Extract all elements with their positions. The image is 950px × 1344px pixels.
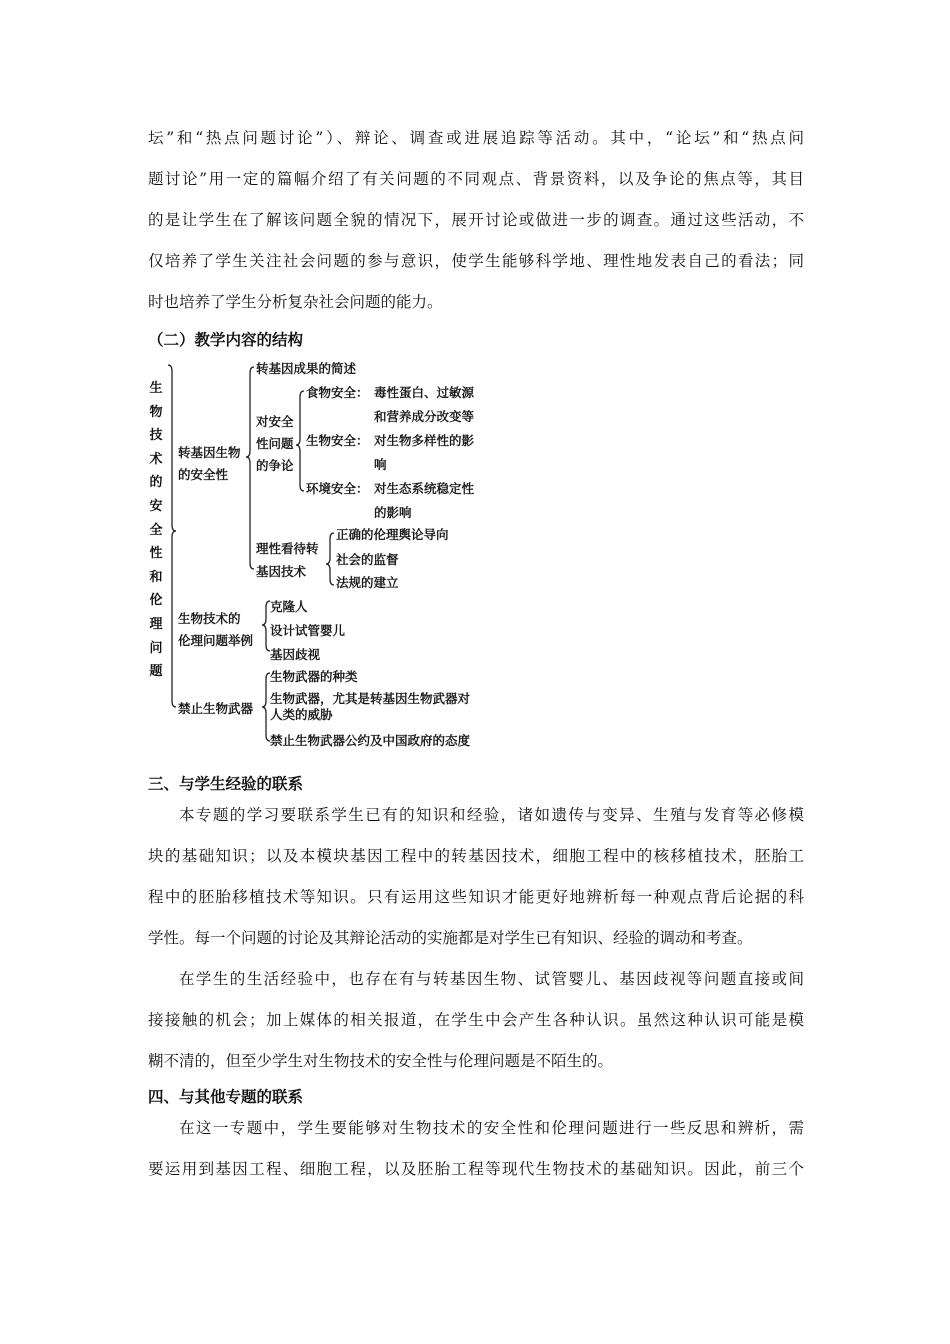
text-line: 在这一专题中，学生要能够对生物技术的安全性和伦理问题进行一些反思和辨析，需 <box>179 1119 804 1137</box>
student-experience-paragraph <box>148 795 804 959</box>
transgenic-achievements-node: 转基因成果的简述 <box>256 361 357 376</box>
rational-item: 法规的建立 <box>336 575 399 590</box>
life-experience-paragraph <box>148 959 804 1082</box>
text-line: 坛”和“热点问题讨论”）、辩论、调查或进展追踪等活动。其中，“论坛”和“热点问 <box>148 129 804 147</box>
text-line: 在学生的生活经验中，也存在有与转基因生物、试管婴儿、基因歧视等问题直接或间 <box>179 970 804 988</box>
ethics-example-item: 设计试管婴儿 <box>270 623 346 638</box>
rational-view-label: 理性看待转 基因技术 <box>256 541 319 579</box>
other-topics-paragraph <box>148 1108 804 1190</box>
text-line: 时也培养了学生分析复杂社会问题的能力。 <box>148 293 443 311</box>
food-safety-label: 食物安全： <box>306 385 369 400</box>
intro-paragraph <box>148 118 804 323</box>
ethics-example-item: 基因歧视 <box>270 647 321 662</box>
bio-safety-label: 生物安全： <box>306 433 369 448</box>
text-line: 程中的胚胎移植技术等知识。只有运用这些知识才能更好地辨析每一种观点背后论据的科 <box>148 888 804 906</box>
section-heading-other-topics: 四、与其他专题的联系 <box>148 1088 304 1106</box>
branch-transgenic-safety-label: 转基因生物 的安全性 <box>178 445 241 482</box>
rational-item: 社会的监督 <box>336 552 399 567</box>
text-line: 要运用到基因工程、细胞工程，以及胚胎工程等现代生物技术的基础知识。因此，前三个 <box>148 1160 804 1178</box>
bioweapons-item: 生物武器的种类 <box>270 669 358 684</box>
bioweapons-item: 禁止生物武器公约及中国政府的态度 <box>270 733 471 748</box>
diagram-root-title: 生物技术的安全性和伦理问题 <box>149 381 163 680</box>
branch-bioweapons-label: 禁止生物武器 <box>178 701 254 716</box>
env-safety-text: 对生态系统稳定性 <box>374 481 475 496</box>
bio-safety-text: 响 <box>374 457 387 472</box>
section-heading-structure: （二）教学内容的结构 <box>148 331 304 349</box>
text-line: 仅培养了学生关注社会问题的参与意识，使学生能够科学地、理性地发表自己的看法；同 <box>148 252 804 270</box>
text-line: 接接触的机会；加上媒体的相关报道，在学生中会产生各种认识。虽然这种认识可能是模 <box>148 1011 804 1029</box>
bio-safety-text: 对生物多样性的影 <box>374 433 475 448</box>
food-safety-text: 毒性蛋白、过敏源 <box>374 385 475 400</box>
rational-item: 正确的伦理舆论导向 <box>336 527 449 542</box>
safety-controversy-label: 对安全 性问题 的争论 <box>256 414 294 473</box>
section-heading-student-experience: 三、与学生经验的联系 <box>148 775 304 793</box>
text-line: 糊不清的，但至少学生对生物技术的安全性与伦理问题是不陌生的。 <box>148 1052 614 1070</box>
ethics-example-item: 克隆人 <box>270 599 308 614</box>
text-line: 学性。每一个问题的讨论及其辩论活动的实施都是对学生已有知识、经验的调动和考查。 <box>148 929 753 947</box>
text-line: 本专题的学习要联系学生已有的知识和经验，诸如遗传与变异、生殖与发育等必修模 <box>179 806 804 824</box>
bioweapons-item: 生物武器，尤其是转基因生物武器对 人类的威胁 <box>270 691 471 722</box>
structure-diagram <box>144 355 504 755</box>
env-safety-text: 的影响 <box>374 505 412 520</box>
env-safety-label: 环境安全： <box>306 481 369 496</box>
food-safety-text: 和营养成分改变等 <box>374 409 475 424</box>
text-line: 的是让学生在了解该问题全貌的情况下，展开讨论或做进一步的调查。通过这些活动，不 <box>148 211 804 229</box>
text-line: 题讨论”用一定的篇幅介绍了有关问题的不同观点、背景资料，以及争论的焦点等，其目 <box>148 170 804 188</box>
branch-ethics-label: 生物技术的 伦理问题举例 <box>178 611 254 648</box>
text-line: 块的基础知识；以及本模块基因工程中的转基因技术，细胞工程中的核移植技术，胚胎工 <box>148 847 804 865</box>
